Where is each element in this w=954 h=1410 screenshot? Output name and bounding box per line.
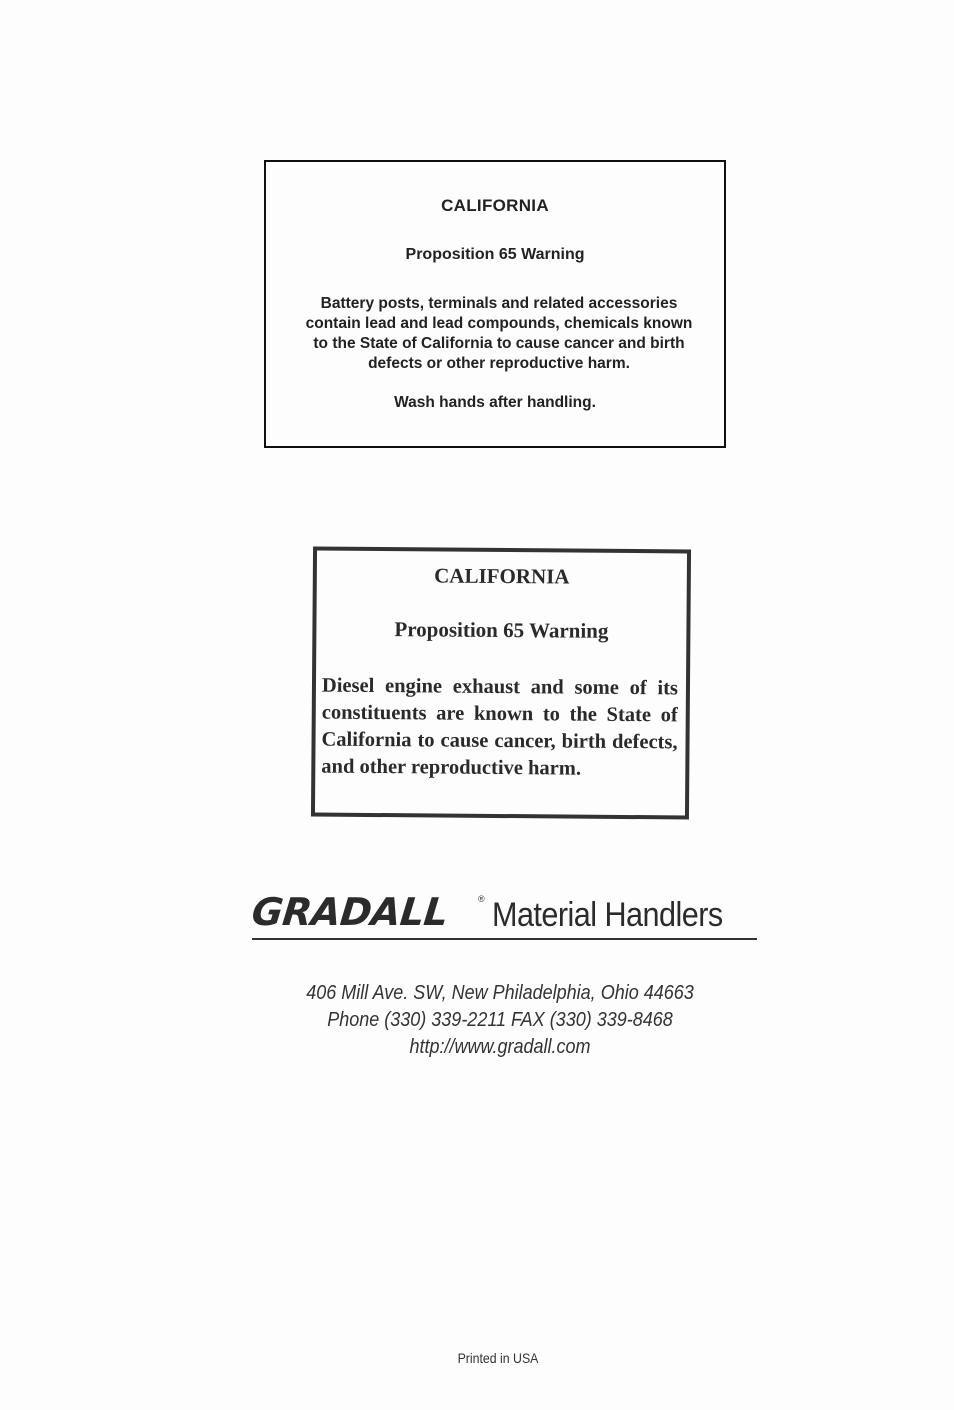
battery-warning-label xyxy=(264,160,726,448)
logo-underline xyxy=(252,938,757,940)
phone-fax: Phone (330) 339-2211 FAX (330) 339-8468 xyxy=(327,1009,673,1031)
battery-warning-title: CALIFORNIA xyxy=(441,196,549,215)
diesel-warning-subtitle: Proposition 65 Warning xyxy=(394,617,609,643)
printed-in-usa: Printed in USA xyxy=(457,1350,539,1366)
street-address: 406 Mill Ave. SW, New Philadelphia, Ohio 44663 xyxy=(306,982,694,1004)
registered-mark: ® xyxy=(478,894,485,904)
gradall-logo xyxy=(249,888,758,942)
brand-tagline: Material Handlers xyxy=(492,896,723,934)
diesel-warning-body: Diesel engine exhaust and some of its constituents are known to the State of California to cause cancer, birth defects, and other reproductive harm. xyxy=(321,674,679,780)
website-link[interactable]: http://www.gradall.com xyxy=(409,1036,591,1058)
contact-address xyxy=(220,980,780,1061)
diesel-warning-label xyxy=(311,547,691,820)
brand-name: GRADALL xyxy=(249,890,451,934)
diesel-warning-title: CALIFORNIA xyxy=(434,563,570,589)
battery-warning-footer: Wash hands after handling. xyxy=(394,394,596,411)
battery-warning-body: Battery posts, terminals and related accessories contain lead and lead compounds, chemicals known to the State of California to cause cancer and birth defects or other reproductive harm. xyxy=(305,295,693,372)
battery-warning-subtitle: Proposition 65 Warning xyxy=(405,246,585,263)
